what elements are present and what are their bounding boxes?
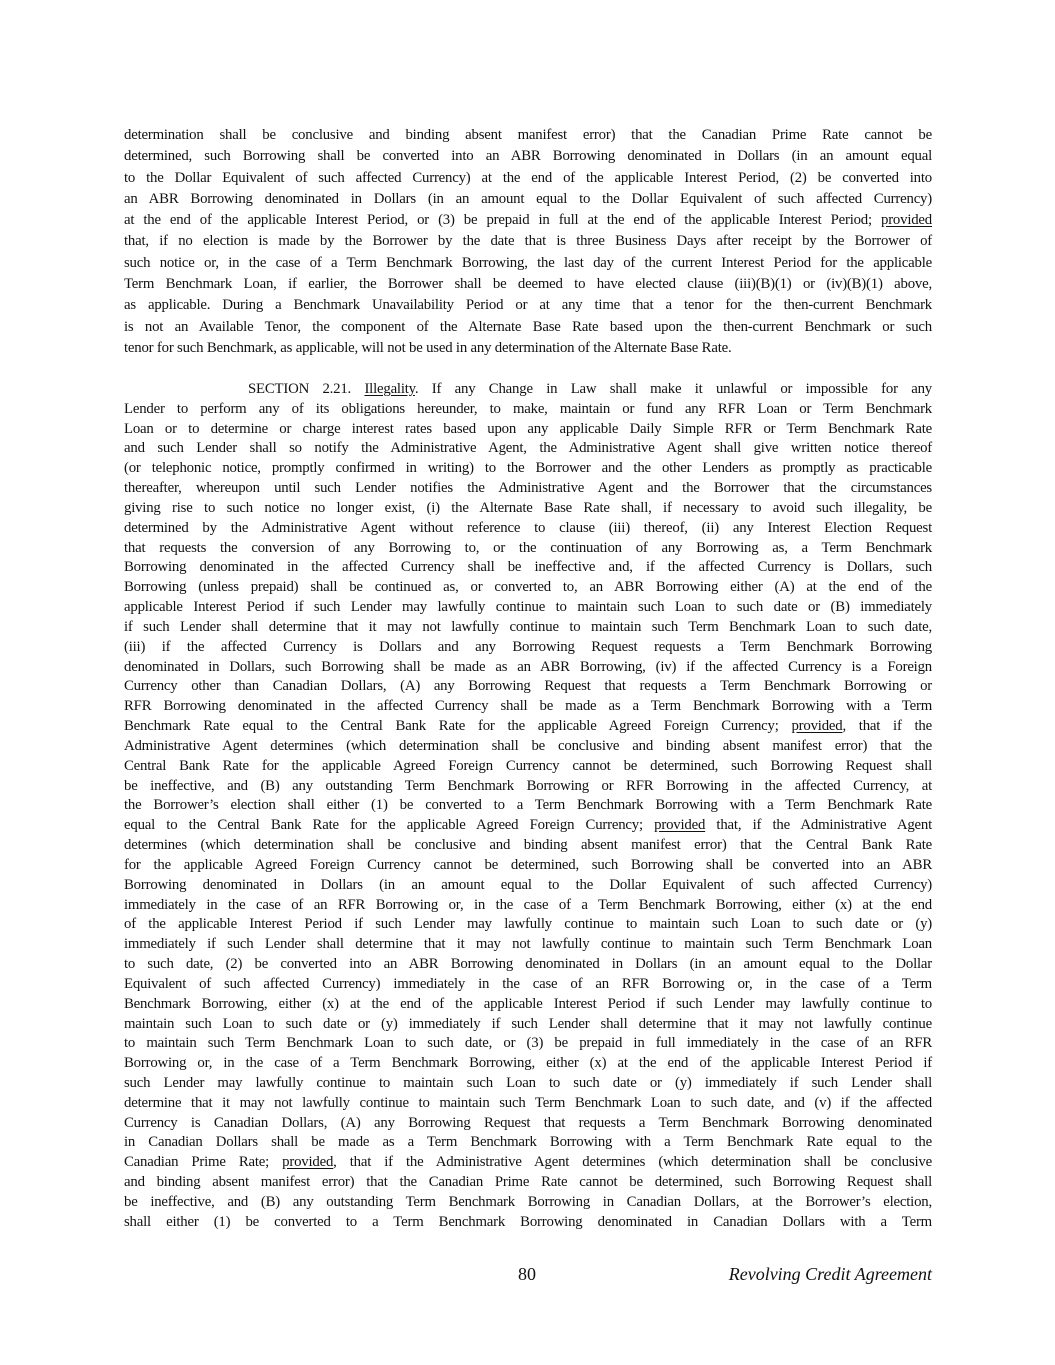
text-line: determine that it may not lawfully continue to maintain such Term Benchmark Loan to such date, and (v) if the affected <box>124 1094 932 1111</box>
text-line: Currency is Canadian Dollars, (A) any Borrowing Request that requests a Term Benchmark Borrowing denominated <box>124 1114 932 1131</box>
text-line: and binding absent manifest error) that the Canadian Prime Rate cannot be determined, such Borrowing Request shall <box>124 1174 932 1191</box>
text-line: of the applicable Interest Period if such Lender may lawfully continue to maintain such Loan to such date or (y) <box>124 916 932 933</box>
text-line: to maintain such Term Benchmark Loan to such date, or (3) be prepaid in full immediately in the case of an RFR <box>124 1035 932 1052</box>
underlined-term: provided <box>282 1154 334 1171</box>
text-line: determined by the Administrative Agent without reference to clause (iii) thereof, (ii) any Interest Election Request <box>124 519 932 536</box>
text-line: tenor for such Benchmark, as applicable, will not be used in any determination of the Alternate Base Rate. <box>124 339 732 356</box>
text-line <box>124 380 932 400</box>
text-line: an ABR Borrowing denominated in Dollars (in an amount equal to the Dollar Equivalent of such affected Currency) <box>124 190 932 207</box>
text-line: Borrowing denominated in the affected Currency shall be ineffective and, if the affected Currency is Dollars, such <box>124 559 932 576</box>
text-segment: Canadian Prime Rate; <box>124 1154 283 1171</box>
underlined-term: provided <box>654 817 706 834</box>
text-segment: . If any Change in Law shall make it unlawful or impossible for any <box>414 381 932 397</box>
text-line: Administrative Agent determines (which determination shall be conclusive and binding absent manifest error) that the <box>124 737 932 754</box>
underlined-term: provided <box>881 212 932 229</box>
text-segment: , that if the Administrative Agent determines (which determination shall be conclusive <box>333 1154 932 1171</box>
text-line: determined, such Borrowing shall be converted into an ABR Borrowing denominated in Dollars (in an amount equal <box>124 148 932 165</box>
paragraph-continuation <box>124 125 932 359</box>
text-line: to such date, (2) be converted into an ABR Borrowing denominated in Dollars (in an amount equal to the Dollar <box>124 956 932 973</box>
text-line: maintain such Loan to such date or (y) immediately if such Lender shall determine that it may not lawfully continue <box>124 1015 932 1032</box>
text-segment: , that if the <box>842 718 932 735</box>
page-number: 80 <box>518 1264 536 1284</box>
text-line: Borrowing or, in the case of a Term Benchmark Borrowing, either (x) at the end of the applicable Interest Period if <box>124 1055 932 1072</box>
text-line: applicable Interest Period if such Lender may lawfully continue to maintain such Loan to such date or (B) immediately <box>124 599 932 616</box>
text-line: RFR Borrowing denominated in the affected Currency shall be made as a Term Benchmark Borrowing with a Term <box>124 698 932 715</box>
paragraph-section-2-21-illegality <box>124 380 932 1233</box>
text-line <box>124 210 932 231</box>
text-line: that requests the conversion of any Borrowing to, or the continuation of any Borrowing as, a Term Benchmark <box>124 539 932 556</box>
text-line: as applicable. During a Benchmark Unavailability Period or at any time that a tenor for the then-current Benchmark <box>124 297 932 314</box>
text-line: giving rise to such notice no longer exist, (i) the Alternate Base Rate shall, if necessary to avoid such illegality, be <box>124 499 932 516</box>
text-line <box>124 717 932 737</box>
text-line: Loan or to determine or charge interest rates based upon any applicable Daily Simple RFR or Term Benchmark Rate <box>124 420 932 437</box>
text-line: immediately in the case of an RFR Borrowing or, in the case of a Term Benchmark Borrowing, either (x) at the end <box>124 896 932 913</box>
text-line: in Canadian Dollars shall be made as a Term Benchmark Borrowing with a Term Benchmark Rate equal to the <box>124 1134 932 1151</box>
text-line: Lender to perform any of its obligations hereunder, to make, maintain or fund any RFR Loan or Term Benchmark <box>124 400 932 417</box>
text-line <box>124 1153 932 1173</box>
text-line: be ineffective, and (B) any outstanding Term Benchmark Borrowing in Canadian Dollars, at the Borrower’s election, <box>124 1193 932 1210</box>
text-line: determination shall be conclusive and binding absent manifest error) that the Canadian Prime Rate cannot be <box>124 127 932 143</box>
text-line: shall either (1) be converted to a Term Benchmark Borrowing denominated in Canadian Dollars with a Term <box>124 1213 932 1230</box>
text-line: Borrowing denominated in Dollars (in an amount equal to the Dollar Equivalent of such affected Currency) <box>124 876 932 893</box>
text-line: immediately if such Lender shall determine that it may not lawfully continue to maintain such Term Benchmark Loan <box>124 936 932 953</box>
text-line: Borrowing (unless prepaid) shall be continued as, or converted to, an ABR Borrowing either (A) at the end of the <box>124 579 932 596</box>
text-line <box>124 816 932 836</box>
text-line: is not an Available Tenor, the component of the Alternate Base Rate based upon the then-current Benchmark or such <box>124 318 932 335</box>
text-line: Benchmark Borrowing, either (x) at the end of the applicable Interest Period if such Lender may lawfully continue to <box>124 995 932 1012</box>
text-line: such Lender may lawfully continue to maintain such Loan to such date or (y) immediately if such Lender shall <box>124 1074 932 1091</box>
text-segment: Benchmark Rate equal to the Central Bank Rate for the applicable Agreed Foreign Currency; <box>124 718 792 735</box>
text-line: be ineffective, and (B) any outstanding Term Benchmark Borrowing or RFR Borrowing in the affected Currency, at <box>124 777 932 794</box>
text-line: (iii) if the affected Currency is Dollars and any Borrowing Request requests a Term Benchmark Borrowing <box>124 638 932 655</box>
underlined-term: provided <box>791 718 843 735</box>
text-line: Equivalent of such affected Currency) immediately in the case of an RFR Borrowing or, in the case of a Term <box>124 975 932 992</box>
text-line: Central Bank Rate for the applicable Agreed Foreign Currency cannot be determined, such Borrowing Request shall <box>124 757 932 774</box>
text-line: such notice or, in the case of a Term Benchmark Borrowing, the last day of the current Interest Period for the applicable <box>124 254 932 271</box>
document-title: Revolving Credit Agreement <box>728 1264 932 1284</box>
text-line: that, if no election is made by the Borrower by the date that is three Business Days after receipt by the Borrower of <box>124 233 932 250</box>
text-line: if such Lender shall determine that it may not lawfully continue to maintain such Term Benchmark Loan to such date, <box>124 618 932 635</box>
text-line: to the Dollar Equivalent of such affected Currency) at the end of the applicable Interest Period, (2) be converted into <box>124 169 932 186</box>
underlined-term: Illegality <box>364 381 415 397</box>
text-line: and such Lender shall so notify the Administrative Agent, the Administrative Agent shall give written notice thereof <box>124 440 932 457</box>
text-line: denominated in Dollars, such Borrowing shall be made as an ABR Borrowing, (iv) if the affected Currency is a Foreign <box>124 658 932 675</box>
text-line: thereafter, whereupon until such Lender notifies the Administrative Agent and the Borrower that the circumstances <box>124 480 932 497</box>
text-segment: at the end of the applicable Interest Period, or (3) be prepaid in full at the end of the applicable Interest Period; <box>124 212 881 229</box>
text-line: for the applicable Agreed Foreign Currency cannot be determined, such Borrowing shall be converted into an ABR <box>124 856 932 873</box>
text-segment: that, if the Administrative Agent <box>705 817 932 834</box>
text-segment: SECTION 2.21. <box>248 381 365 397</box>
text-line: determines (which determination shall be conclusive and binding absent manifest error) that the Central Bank Rate <box>124 837 932 854</box>
text-line: Currency other than Canadian Dollars, (A) any Borrowing Request that requests a Term Benchmark Borrowing or <box>124 678 932 695</box>
text-segment: equal to the Central Bank Rate for the applicable Agreed Foreign Currency; <box>124 817 655 834</box>
text-line: the Borrower’s election shall either (1) be converted to a Term Benchmark Borrowing with a Term Benchmark Rate <box>124 797 932 814</box>
text-line: Term Benchmark Loan, if earlier, the Borrower shall be deemed to have elected clause (iii)(B)(1) or (iv)(B)(1) above, <box>124 276 932 293</box>
text-line: (or telephonic notice, promptly confirmed in writing) to the Borrower and the other Lenders as promptly as practicable <box>124 460 932 477</box>
